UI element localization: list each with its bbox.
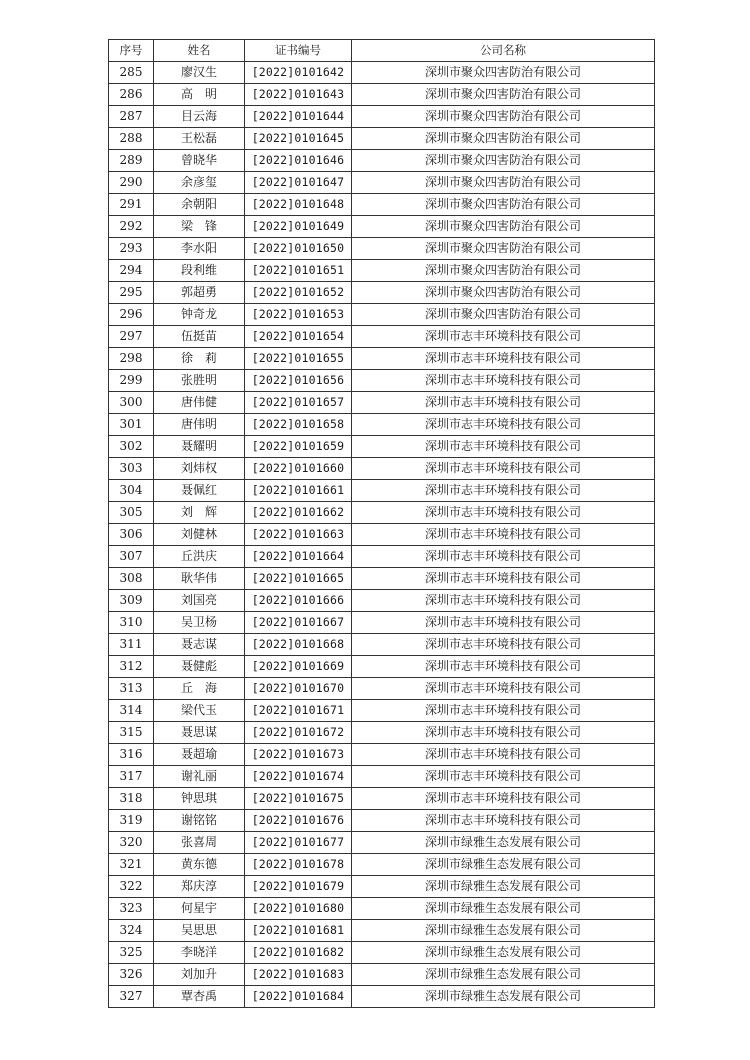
cell-name: 目云海 — [154, 106, 245, 128]
table-body — [109, 62, 655, 1008]
cell-serial: 299 — [109, 370, 154, 392]
table-row — [109, 84, 655, 106]
cell-company: 深圳市志丰环境科技有限公司 — [352, 568, 655, 590]
header-row — [109, 40, 655, 62]
cell-company: 深圳市志丰环境科技有限公司 — [352, 370, 655, 392]
table-row — [109, 150, 655, 172]
cell-serial: 318 — [109, 788, 154, 810]
cell-serial: 295 — [109, 282, 154, 304]
cell-cert-number: [2022]0101644 — [245, 106, 352, 128]
cell-company: 深圳市绿雅生态发展有限公司 — [352, 964, 655, 986]
cell-cert-number: [2022]0101654 — [245, 326, 352, 348]
cell-company: 深圳市志丰环境科技有限公司 — [352, 392, 655, 414]
cell-serial: 285 — [109, 62, 154, 84]
cell-company: 深圳市志丰环境科技有限公司 — [352, 524, 655, 546]
cell-company: 深圳市绿雅生态发展有限公司 — [352, 876, 655, 898]
table-row — [109, 568, 655, 590]
cell-company: 深圳市志丰环境科技有限公司 — [352, 546, 655, 568]
table-row — [109, 876, 655, 898]
cell-cert-number: [2022]0101652 — [245, 282, 352, 304]
table-row — [109, 546, 655, 568]
cell-name: 耿华伟 — [154, 568, 245, 590]
cell-serial: 301 — [109, 414, 154, 436]
cell-cert-number: [2022]0101647 — [245, 172, 352, 194]
cell-name: 谢铭铭 — [154, 810, 245, 832]
table-row — [109, 414, 655, 436]
cell-cert-number: [2022]0101645 — [245, 128, 352, 150]
cell-company: 深圳市聚众四害防治有限公司 — [352, 172, 655, 194]
cell-serial: 320 — [109, 832, 154, 854]
cell-name: 钟奇龙 — [154, 304, 245, 326]
cell-serial: 325 — [109, 942, 154, 964]
cell-cert-number: [2022]0101659 — [245, 436, 352, 458]
cell-cert-number: [2022]0101657 — [245, 392, 352, 414]
cell-serial: 307 — [109, 546, 154, 568]
table-row — [109, 172, 655, 194]
cell-serial: 308 — [109, 568, 154, 590]
cell-serial: 321 — [109, 854, 154, 876]
cell-cert-number: [2022]0101675 — [245, 788, 352, 810]
table-row — [109, 436, 655, 458]
cell-cert-number: [2022]0101665 — [245, 568, 352, 590]
cell-company: 深圳市聚众四害防治有限公司 — [352, 150, 655, 172]
table-row — [109, 810, 655, 832]
cell-cert-number: [2022]0101682 — [245, 942, 352, 964]
cell-cert-number: [2022]0101660 — [245, 458, 352, 480]
table-row — [109, 898, 655, 920]
table-row — [109, 260, 655, 282]
cell-cert-number: [2022]0101661 — [245, 480, 352, 502]
cell-serial: 298 — [109, 348, 154, 370]
cell-company: 深圳市志丰环境科技有限公司 — [352, 436, 655, 458]
table-row — [109, 590, 655, 612]
cell-serial: 294 — [109, 260, 154, 282]
table-row — [109, 106, 655, 128]
cell-name: 丘洪庆 — [154, 546, 245, 568]
cell-cert-number: [2022]0101662 — [245, 502, 352, 524]
cell-cert-number: [2022]0101677 — [245, 832, 352, 854]
cell-name: 刘加升 — [154, 964, 245, 986]
cell-cert-number: [2022]0101674 — [245, 766, 352, 788]
cell-serial: 293 — [109, 238, 154, 260]
cell-name: 张胜明 — [154, 370, 245, 392]
cell-serial: 327 — [109, 986, 154, 1008]
cell-name: 张喜周 — [154, 832, 245, 854]
cell-serial: 302 — [109, 436, 154, 458]
cell-name: 曾晓华 — [154, 150, 245, 172]
cell-company: 深圳市志丰环境科技有限公司 — [352, 810, 655, 832]
cell-serial: 313 — [109, 678, 154, 700]
cell-name: 唐伟明 — [154, 414, 245, 436]
cell-company: 深圳市绿雅生态发展有限公司 — [352, 898, 655, 920]
cell-cert-number: [2022]0101679 — [245, 876, 352, 898]
cell-company: 深圳市绿雅生态发展有限公司 — [352, 854, 655, 876]
header-cert-number: 证书编号 — [245, 40, 352, 62]
cell-name: 唐伟健 — [154, 392, 245, 414]
cell-serial: 311 — [109, 634, 154, 656]
table-row — [109, 722, 655, 744]
cell-name: 梁 锋 — [154, 216, 245, 238]
table-row — [109, 612, 655, 634]
cell-serial: 326 — [109, 964, 154, 986]
cell-company: 深圳市绿雅生态发展有限公司 — [352, 920, 655, 942]
cell-cert-number: [2022]0101672 — [245, 722, 352, 744]
cell-serial: 315 — [109, 722, 154, 744]
table-row — [109, 128, 655, 150]
cell-serial: 303 — [109, 458, 154, 480]
cell-name: 刘国亮 — [154, 590, 245, 612]
certificate-table-container — [108, 39, 654, 1008]
header-name: 姓名 — [154, 40, 245, 62]
cell-serial: 300 — [109, 392, 154, 414]
cell-company: 深圳市志丰环境科技有限公司 — [352, 744, 655, 766]
cell-company: 深圳市志丰环境科技有限公司 — [352, 458, 655, 480]
table-row — [109, 942, 655, 964]
table-row — [109, 348, 655, 370]
table-row — [109, 766, 655, 788]
cell-name: 聂健彪 — [154, 656, 245, 678]
cell-company: 深圳市聚众四害防治有限公司 — [352, 106, 655, 128]
cell-company: 深圳市志丰环境科技有限公司 — [352, 480, 655, 502]
cell-cert-number: [2022]0101663 — [245, 524, 352, 546]
table-row — [109, 194, 655, 216]
cell-name: 刘健林 — [154, 524, 245, 546]
cell-company: 深圳市志丰环境科技有限公司 — [352, 502, 655, 524]
cell-cert-number: [2022]0101656 — [245, 370, 352, 392]
cell-cert-number: [2022]0101653 — [245, 304, 352, 326]
cell-cert-number: [2022]0101676 — [245, 810, 352, 832]
cell-cert-number: [2022]0101649 — [245, 216, 352, 238]
cell-cert-number: [2022]0101651 — [245, 260, 352, 282]
table-row — [109, 62, 655, 84]
header-company: 公司名称 — [352, 40, 655, 62]
cell-company: 深圳市志丰环境科技有限公司 — [352, 700, 655, 722]
cell-serial: 306 — [109, 524, 154, 546]
cell-company: 深圳市志丰环境科技有限公司 — [352, 678, 655, 700]
cell-name: 段利维 — [154, 260, 245, 282]
cell-cert-number: [2022]0101684 — [245, 986, 352, 1008]
table-row — [109, 502, 655, 524]
cell-serial: 297 — [109, 326, 154, 348]
cell-name: 何星宇 — [154, 898, 245, 920]
cell-name: 覃杏禹 — [154, 986, 245, 1008]
cell-company: 深圳市绿雅生态发展有限公司 — [352, 942, 655, 964]
cell-cert-number: [2022]0101643 — [245, 84, 352, 106]
cell-cert-number: [2022]0101673 — [245, 744, 352, 766]
cell-name: 黄东德 — [154, 854, 245, 876]
cell-serial: 292 — [109, 216, 154, 238]
table-row — [109, 524, 655, 546]
cell-name: 谢礼丽 — [154, 766, 245, 788]
cell-name: 钟思琪 — [154, 788, 245, 810]
cell-cert-number: [2022]0101669 — [245, 656, 352, 678]
table-row — [109, 788, 655, 810]
cell-serial: 324 — [109, 920, 154, 942]
cell-name: 聂耀明 — [154, 436, 245, 458]
cell-name: 余朝阳 — [154, 194, 245, 216]
cell-name: 高 明 — [154, 84, 245, 106]
cell-company: 深圳市志丰环境科技有限公司 — [352, 788, 655, 810]
cell-name: 伍挺苗 — [154, 326, 245, 348]
cell-cert-number: [2022]0101668 — [245, 634, 352, 656]
header-serial: 序号 — [109, 40, 154, 62]
cell-cert-number: [2022]0101683 — [245, 964, 352, 986]
cell-serial: 316 — [109, 744, 154, 766]
table-row — [109, 326, 655, 348]
cell-cert-number: [2022]0101667 — [245, 612, 352, 634]
cell-name: 梁代玉 — [154, 700, 245, 722]
cell-company: 深圳市志丰环境科技有限公司 — [352, 722, 655, 744]
cell-serial: 290 — [109, 172, 154, 194]
cell-company: 深圳市聚众四害防治有限公司 — [352, 260, 655, 282]
cell-company: 深圳市绿雅生态发展有限公司 — [352, 986, 655, 1008]
cell-serial: 305 — [109, 502, 154, 524]
cell-company: 深圳市聚众四害防治有限公司 — [352, 84, 655, 106]
cell-serial: 323 — [109, 898, 154, 920]
cell-company: 深圳市志丰环境科技有限公司 — [352, 766, 655, 788]
cell-serial: 319 — [109, 810, 154, 832]
cell-serial: 304 — [109, 480, 154, 502]
cell-serial: 286 — [109, 84, 154, 106]
table-row — [109, 282, 655, 304]
cell-company: 深圳市聚众四害防治有限公司 — [352, 194, 655, 216]
cell-name: 刘炜权 — [154, 458, 245, 480]
cell-company: 深圳市聚众四害防治有限公司 — [352, 62, 655, 84]
cell-company: 深圳市志丰环境科技有限公司 — [352, 656, 655, 678]
cell-name: 郑庆淳 — [154, 876, 245, 898]
cell-serial: 314 — [109, 700, 154, 722]
table-row — [109, 678, 655, 700]
cell-company: 深圳市聚众四害防治有限公司 — [352, 128, 655, 150]
cell-name: 刘 辉 — [154, 502, 245, 524]
cell-company: 深圳市志丰环境科技有限公司 — [352, 612, 655, 634]
cell-company: 深圳市志丰环境科技有限公司 — [352, 348, 655, 370]
cell-company: 深圳市聚众四害防治有限公司 — [352, 282, 655, 304]
cell-serial: 287 — [109, 106, 154, 128]
cell-name: 吴卫杨 — [154, 612, 245, 634]
cell-name: 郭超勇 — [154, 282, 245, 304]
cell-cert-number: [2022]0101681 — [245, 920, 352, 942]
table-row — [109, 744, 655, 766]
cell-name: 徐 莉 — [154, 348, 245, 370]
cell-company: 深圳市志丰环境科技有限公司 — [352, 414, 655, 436]
cell-serial: 309 — [109, 590, 154, 612]
cell-cert-number: [2022]0101680 — [245, 898, 352, 920]
table-row — [109, 370, 655, 392]
table-row — [109, 964, 655, 986]
cell-company: 深圳市志丰环境科技有限公司 — [352, 634, 655, 656]
cell-name: 聂超瑜 — [154, 744, 245, 766]
cell-cert-number: [2022]0101664 — [245, 546, 352, 568]
table-row — [109, 458, 655, 480]
cell-company: 深圳市志丰环境科技有限公司 — [352, 326, 655, 348]
cell-name: 聂思谋 — [154, 722, 245, 744]
table-row — [109, 656, 655, 678]
cell-cert-number: [2022]0101648 — [245, 194, 352, 216]
cell-company: 深圳市绿雅生态发展有限公司 — [352, 832, 655, 854]
cell-company: 深圳市聚众四害防治有限公司 — [352, 304, 655, 326]
cell-serial: 317 — [109, 766, 154, 788]
cell-cert-number: [2022]0101678 — [245, 854, 352, 876]
certificate-table — [108, 39, 655, 1008]
table-row — [109, 480, 655, 502]
cell-cert-number: [2022]0101670 — [245, 678, 352, 700]
table-row — [109, 854, 655, 876]
cell-name: 李水阳 — [154, 238, 245, 260]
cell-cert-number: [2022]0101642 — [245, 62, 352, 84]
table-row — [109, 920, 655, 942]
cell-serial: 322 — [109, 876, 154, 898]
cell-serial: 288 — [109, 128, 154, 150]
table-row — [109, 216, 655, 238]
table-row — [109, 304, 655, 326]
cell-company: 深圳市聚众四害防治有限公司 — [352, 216, 655, 238]
cell-cert-number: [2022]0101658 — [245, 414, 352, 436]
table-row — [109, 986, 655, 1008]
cell-cert-number: [2022]0101666 — [245, 590, 352, 612]
cell-name: 李晓洋 — [154, 942, 245, 964]
cell-name: 聂佩红 — [154, 480, 245, 502]
table-row — [109, 238, 655, 260]
cell-company: 深圳市志丰环境科技有限公司 — [352, 590, 655, 612]
table-row — [109, 700, 655, 722]
table-row — [109, 392, 655, 414]
cell-serial: 296 — [109, 304, 154, 326]
cell-name: 余彦玺 — [154, 172, 245, 194]
table-row — [109, 634, 655, 656]
table-header — [109, 40, 655, 62]
cell-serial: 312 — [109, 656, 154, 678]
cell-serial: 289 — [109, 150, 154, 172]
cell-cert-number: [2022]0101650 — [245, 238, 352, 260]
cell-cert-number: [2022]0101646 — [245, 150, 352, 172]
cell-name: 丘 海 — [154, 678, 245, 700]
cell-name: 吴思思 — [154, 920, 245, 942]
cell-name: 廖汉生 — [154, 62, 245, 84]
cell-company: 深圳市聚众四害防治有限公司 — [352, 238, 655, 260]
cell-name: 王松磊 — [154, 128, 245, 150]
cell-name: 聂志谋 — [154, 634, 245, 656]
cell-serial: 291 — [109, 194, 154, 216]
cell-cert-number: [2022]0101655 — [245, 348, 352, 370]
cell-serial: 310 — [109, 612, 154, 634]
table-row — [109, 832, 655, 854]
cell-cert-number: [2022]0101671 — [245, 700, 352, 722]
